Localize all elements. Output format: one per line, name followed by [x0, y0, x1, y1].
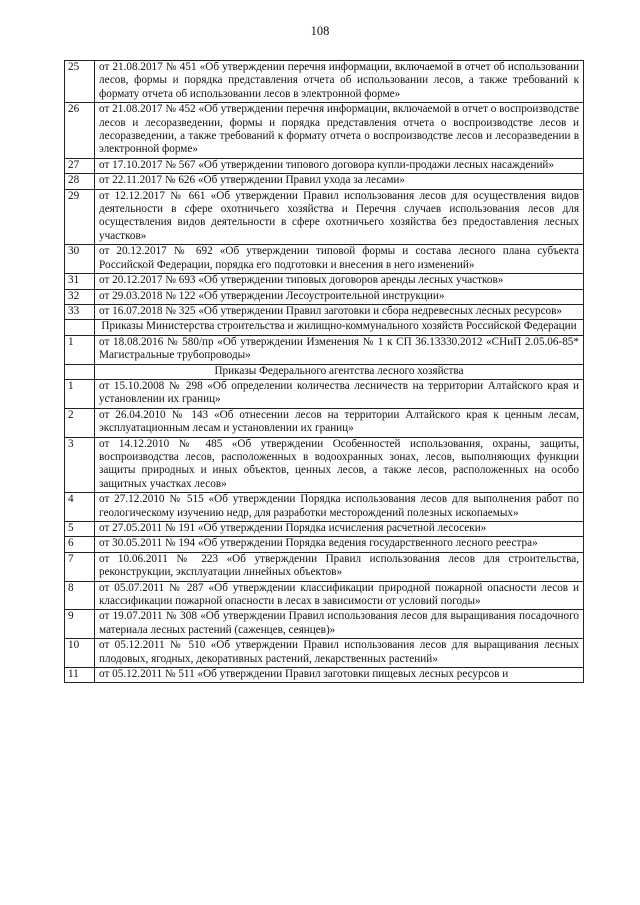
- section-header-title: Приказы Федерального агентства лесного хозяйства: [95, 364, 584, 379]
- table-row: [65, 522, 584, 537]
- row-text: от 10.06.2011 № 223 «Об утверждении Правил использования лесов для строительства, реконструкции, эксплуатации линейных объектов»: [95, 552, 584, 581]
- row-text: от 20.12.2017 № 693 «Об утверждении типовых договоров аренды лесных участков»: [95, 274, 584, 289]
- table-row: [65, 437, 584, 493]
- section-header-title: Приказы Министерства строительства и жилищно-коммунального хозяйств Российской Федерации: [95, 320, 584, 335]
- table-row: [65, 274, 584, 289]
- table-row: [65, 61, 584, 103]
- table-row: [65, 289, 584, 304]
- table-row: [65, 408, 584, 437]
- row-text: от 12.12.2017 № 661 «Об утверждении Правил использования лесов для осуществления видов деятельности в сфере охотничьего хозяйства и Перечня случаев использования лесов для осуществления видов деятельности в сфере охотничьего хозяйства без предоставления лесных участков»: [95, 189, 584, 245]
- table-row: [65, 581, 584, 610]
- row-number: 7: [65, 552, 95, 581]
- table-row: [65, 103, 584, 159]
- row-number: 28: [65, 174, 95, 189]
- row-number: 8: [65, 581, 95, 610]
- table-row: [65, 304, 584, 319]
- table-row: [65, 552, 584, 581]
- row-text: от 15.10.2008 № 298 «Об определении количества лесничеств на территории Алтайского края и установлении их границ»: [95, 379, 584, 408]
- row-number: 4: [65, 493, 95, 522]
- row-number: 29: [65, 189, 95, 245]
- row-text: от 27.05.2011 № 191 «Об утверждении Порядка исчисления расчетной лесосеки»: [95, 522, 584, 537]
- row-number: 11: [65, 668, 95, 683]
- row-text: от 21.08.2017 № 452 «Об утверждении перечня информации, включаемой в отчет о воспроизводстве лесов и лесоразведении, формы и порядка представления отчета о воспроизводстве лесов и лесоразведении, а также требований к формату отчета о воспроизводстве лесов и лесоразведении в электронной форме»: [95, 103, 584, 159]
- section-header-num-cell: [65, 320, 95, 335]
- row-text: от 17.10.2017 № 567 «Об утверждении типового договора купли-продажи лесных насаждений»: [95, 158, 584, 173]
- row-number: 6: [65, 537, 95, 552]
- row-number: 27: [65, 158, 95, 173]
- table-row: [65, 493, 584, 522]
- row-number: 3: [65, 437, 95, 493]
- row-text: от 19.07.2011 № 308 «Об утверждении Правил использования лесов для выращивания посадочного материала лесных растений (саженцев, сеянцев)»: [95, 610, 584, 639]
- table-row: [65, 379, 584, 408]
- page-number: 108: [310, 24, 330, 38]
- table-row: [65, 668, 584, 683]
- row-text: от 14.12.2010 № 485 «Об утверждении Особенностей использования, охраны, защиты, воспроизводства лесов, расположенных в водоохранных зонах, лесов, выполняющих функции защиты природных и иных объектов, ценных лесов, а также лесов, расположенных на особо защитных участках лесов»: [95, 437, 584, 493]
- table-row: [65, 158, 584, 173]
- table-row: [65, 189, 584, 245]
- row-text: от 05.07.2011 № 287 «Об утверждении классификации природной пожарной опасности лесов и классификации пожарной опасности в лесах в зависимости от условий погоды»: [95, 581, 584, 610]
- row-number: 26: [65, 103, 95, 159]
- row-number: 9: [65, 610, 95, 639]
- section-header-row: [65, 364, 584, 379]
- table-row: [65, 245, 584, 274]
- row-text: от 27.12.2010 № 515 «Об утверждении Порядка использования лесов для выполнения работ по геологическому изучению недр, для разработки месторождений полезных ископаемых»: [95, 493, 584, 522]
- row-text: от 20.12.2017 № 692 «Об утверждении типовой формы и состава лесного плана субъекта Российской Федерации, порядка его подготовки и внесения в него изменений»: [95, 245, 584, 274]
- row-number: 2: [65, 408, 95, 437]
- row-number: 5: [65, 522, 95, 537]
- table-row: [65, 174, 584, 189]
- row-number: 32: [65, 289, 95, 304]
- row-text: от 22.11.2017 № 626 «Об утверждении Правил ухода за лесами»: [95, 174, 584, 189]
- row-text: от 29.03.2018 № 122 «Об утверждении Лесоустроительной инструкции»: [95, 289, 584, 304]
- row-text: от 16.07.2018 № 325 «Об утверждении Правил заготовки и сбора недревесных лесных ресурсов»: [95, 304, 584, 319]
- row-number: 1: [65, 379, 95, 408]
- row-text: от 18.08.2016 № 580/пр «Об утверждении Изменения № 1 к СП 36.13330.2012 «СНиП 2.05.06-85* Магистральные трубопроводы»: [95, 335, 584, 364]
- regulations-table: [64, 60, 584, 683]
- row-text: от 26.04.2010 № 143 «Об отнесении лесов на территории Алтайского края к ценным лесам, эксплуатационным лесам и установлении их границ»: [95, 408, 584, 437]
- table-row: [65, 537, 584, 552]
- table-row: [65, 335, 584, 364]
- row-number: 25: [65, 61, 95, 103]
- row-number: 30: [65, 245, 95, 274]
- section-header-num-cell: [65, 364, 95, 379]
- table-row: [65, 610, 584, 639]
- table-row: [65, 639, 584, 668]
- row-number: 10: [65, 639, 95, 668]
- row-text: от 21.08.2017 № 451 «Об утверждении перечня информации, включаемой в отчет об использовании лесов, формы и порядка представления отчета об использовании лесов, а также требований к формату отчета об использовании лесов в электронной форме»: [95, 61, 584, 103]
- row-text: от 30.05.2011 № 194 «Об утверждении Порядка ведения государственного лесного реестра»: [95, 537, 584, 552]
- row-text: от 05.12.2011 № 511 «Об утверждении Правил заготовки пищевых лесных ресурсов и: [95, 668, 584, 683]
- row-number: 31: [65, 274, 95, 289]
- regulations-table-body: [65, 61, 584, 683]
- section-header-row: [65, 320, 584, 335]
- row-number: 1: [65, 335, 95, 364]
- row-number: 33: [65, 304, 95, 319]
- row-text: от 05.12.2011 № 510 «Об утверждении Правил использования лесов для выращивания лесных плодовых, ягодных, декоративных растений, лекарственных растений»: [95, 639, 584, 668]
